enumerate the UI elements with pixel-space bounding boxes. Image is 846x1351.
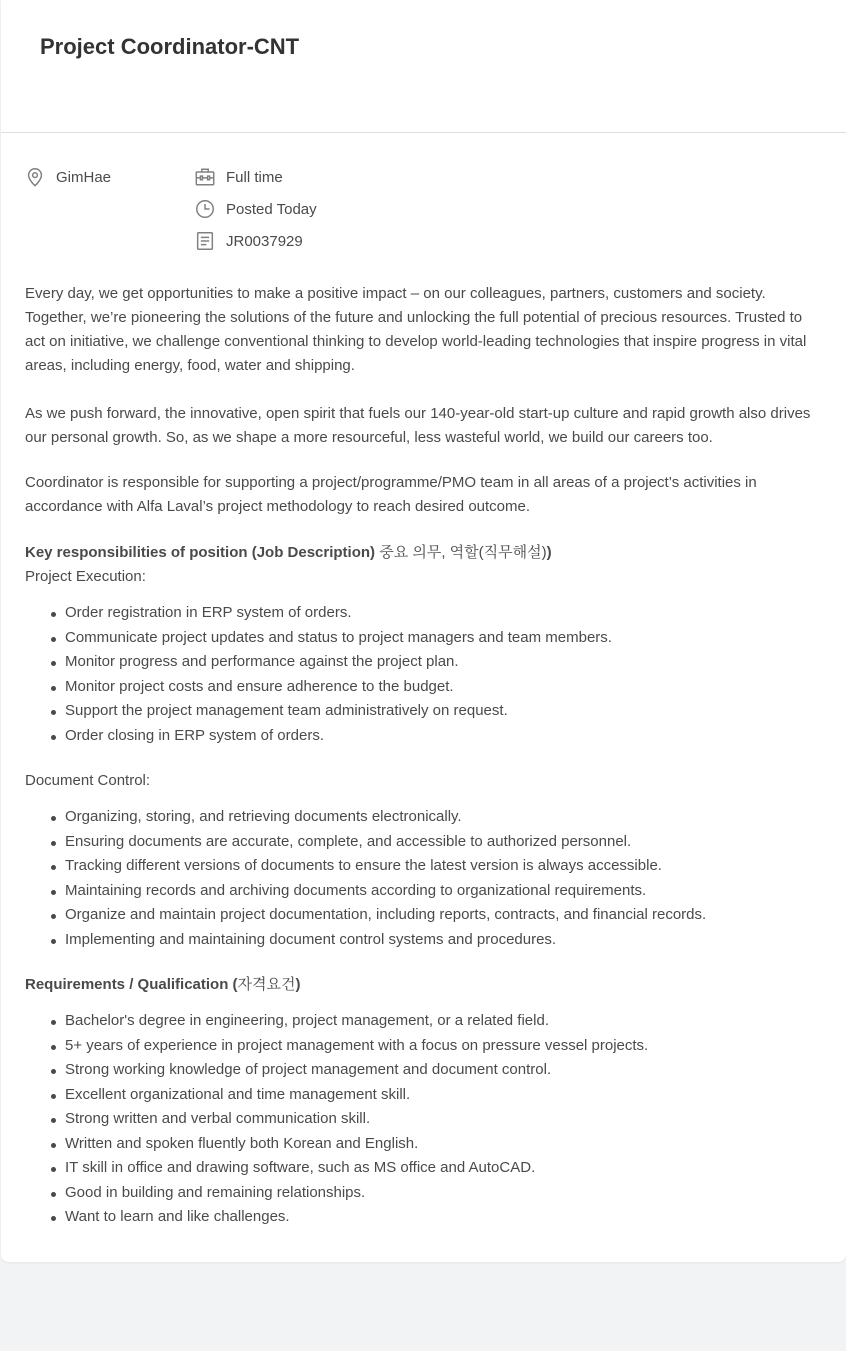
list-item: Want to learn and like challenges.: [65, 1205, 825, 1230]
document-control-label: Document Control:: [25, 772, 151, 789]
list-item: Strong working knowledge of project management and document control.: [65, 1058, 825, 1083]
list-item: Order registration in ERP system of orders.: [65, 601, 825, 626]
list-item: 5+ years of experience in project management with a focus on pressure vessel projects.: [65, 1034, 825, 1059]
intro-paragraph-1: Every day, we get opportunities to make a positive impact – on our colleagues, partners, customers and society. Together, we’re pioneering the solutions of the future and unlocking the full potential of precious resources. Trusted to act on initiative, we challenge conventional thinking to develop world-leading technologies that inspire progress in vital areas, including energy, food, water and shipping.: [25, 285, 807, 374]
project-execution-label: Project Execution:: [25, 568, 146, 585]
list-item: Ensuring documents are accurate, complete, and accessible to authorized personnel.: [65, 830, 825, 855]
list-item: Tracking different versions of documents to ensure the latest version is always accessible.: [65, 854, 825, 879]
job-description: [25, 282, 825, 1230]
responsibilities-heading-end: ): [546, 544, 552, 561]
job-header: [1, 0, 846, 133]
location-meta: [24, 165, 111, 189]
list-item: Order closing in ERP system of orders.: [65, 724, 825, 749]
job-meta: [24, 165, 784, 260]
responsibilities-heading: [25, 541, 825, 565]
list-item: Organize and maintain project documentation, including reports, contracts, and financial records.: [65, 903, 825, 928]
job-title: Project Coordinator-CNT: [40, 34, 300, 59]
briefcase-icon: [194, 166, 216, 188]
requirements-list: [25, 1009, 825, 1230]
list-item: Written and spoken fluently both Korean and English.: [65, 1132, 825, 1157]
posted-text: Posted Today: [226, 200, 317, 218]
list-item: Strong written and verbal communication skill.: [65, 1107, 825, 1132]
list-item: Communicate project updates and status to project managers and team members.: [65, 626, 825, 651]
job-detail-card: [1, 0, 846, 1262]
employment-type-text: Full time: [226, 168, 283, 186]
location-pin-icon: [24, 166, 46, 188]
requirements-heading-korean: 자격요건: [237, 976, 296, 993]
project-execution-list: [25, 601, 825, 748]
list-item: Good in building and remaining relationships.: [65, 1181, 825, 1206]
posted-meta: [194, 197, 317, 221]
list-item: Monitor progress and performance against the project plan.: [65, 650, 825, 675]
requisition-meta: [194, 229, 303, 253]
requirements-heading-end: ): [295, 976, 301, 993]
intro-paragraph-2: As we push forward, the innovative, open spirit that fuels our 140-year-old start-up culture and rapid growth also drives our personal growth. So, as we shape a more resourceful, less wasteful world, we build our careers too.: [25, 405, 811, 446]
clock-icon: [194, 198, 216, 220]
list-item: Maintaining records and archiving documents according to organizational requirements.: [65, 879, 825, 904]
list-item: Implementing and maintaining document control systems and procedures.: [65, 928, 825, 953]
employment-type-meta: [194, 165, 283, 189]
responsibilities-heading-text: Key responsibilities of position (Job Description): [25, 544, 380, 561]
summary-paragraph: Coordinator is responsible for supporting a project/programme/PMO team in all areas of a project’s activities in accordance with Alfa Laval’s project methodology to reach desired outcome.: [25, 474, 757, 515]
location-text: GimHae: [56, 168, 112, 186]
requirements-heading-text: Requirements / Qualification (: [25, 976, 238, 993]
document-control-list: [25, 805, 825, 952]
list-item: Excellent organizational and time management skill.: [65, 1083, 825, 1108]
list-item: Bachelor's degree in engineering, project management, or a related field.: [65, 1009, 825, 1034]
list-item: Monitor project costs and ensure adherence to the budget.: [65, 675, 825, 700]
document-icon: [194, 230, 216, 252]
list-item: IT skill in office and drawing software, such as MS office and AutoCAD.: [65, 1156, 825, 1181]
list-item: Support the project management team administratively on request.: [65, 699, 825, 724]
requirements-heading: [25, 973, 825, 997]
list-item: Organizing, storing, and retrieving documents electronically.: [65, 805, 825, 830]
responsibilities-heading-korean: 중요 의무, 역할(직무해설): [379, 544, 547, 561]
requisition-id-text: JR0037929: [226, 232, 303, 250]
